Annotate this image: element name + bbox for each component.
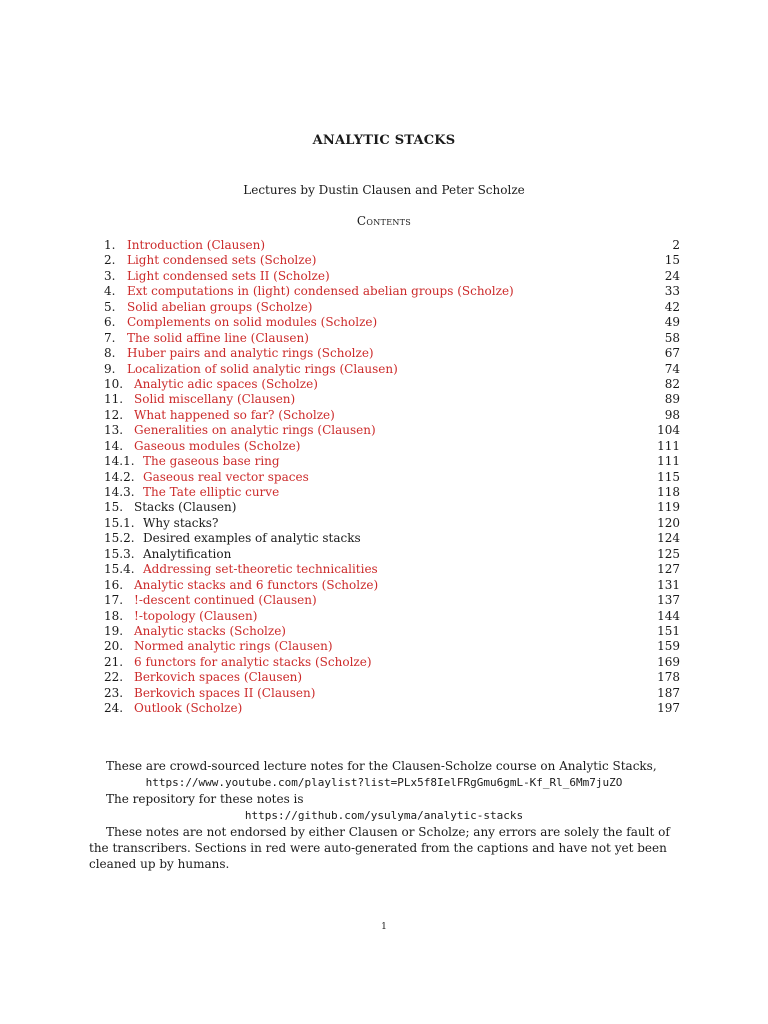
toc-entry-title[interactable]: Desired examples of analytic stacks: [143, 531, 361, 546]
toc-entry-number: 14.1.: [104, 454, 135, 469]
toc-entry-page: 144: [657, 608, 680, 623]
toc-entry-title[interactable]: The Tate elliptic curve: [143, 485, 280, 499]
toc-entry-number: 14.2.: [104, 469, 135, 484]
toc-entry-number: 17.: [104, 593, 124, 608]
youtube-playlist-link[interactable]: https://www.youtube.com/playlist?list=PLx5f8IelFRgGmu6gmL-Kf_Rl_6Mm7juZO: [145, 776, 623, 789]
document-subtitle: Lectures by Dustin Clausen and Peter Scholze: [243, 183, 525, 197]
toc-entry-title[interactable]: Stacks (Clausen): [134, 500, 237, 515]
toc-entry-page: 137: [657, 593, 680, 608]
toc-entry-page: 42: [664, 299, 680, 314]
toc-entry[interactable]: [104, 454, 680, 469]
toc-entry-number: 15.1.: [104, 515, 135, 530]
toc-entry-page: 49: [664, 315, 680, 330]
toc-entry-number: 14.3.: [104, 485, 135, 499]
toc-entry-title[interactable]: Huber pairs and analytic rings (Scholze): [127, 346, 374, 361]
toc-entry-page: 15: [664, 253, 680, 268]
toc-entry-number: 15.2.: [104, 531, 135, 546]
contents-heading: Contents: [356, 214, 412, 228]
toc-entry-title[interactable]: Complements on solid modules (Scholze): [127, 315, 378, 330]
toc-entry[interactable]: [104, 346, 680, 361]
toc-entry-page: 104: [657, 423, 680, 438]
toc-entry-number: 3.: [104, 268, 116, 283]
toc-entry-number: 1.: [104, 238, 116, 252]
toc-entry-title[interactable]: Solid miscellany (Clausen): [134, 392, 296, 407]
toc-entry[interactable]: [104, 423, 680, 438]
toc-entry-title[interactable]: Localization of solid analytic rings (Clausen): [127, 361, 398, 376]
toc-entry-title[interactable]: !-topology (Clausen): [134, 608, 258, 623]
toc-entry-page: 187: [657, 685, 680, 700]
toc-entry[interactable]: [104, 593, 680, 608]
toc-entry-page: 67: [664, 346, 680, 361]
toc-entry-page: 197: [657, 701, 680, 716]
toc-entry-title[interactable]: Gaseous real vector spaces: [143, 469, 309, 484]
toc-entry-page: 98: [664, 407, 680, 422]
toc-entry-title[interactable]: The gaseous base ring: [143, 454, 280, 469]
toc-entry-number: 15.4.: [104, 562, 135, 577]
toc-entry-number: 15.: [104, 500, 124, 515]
toc-entry[interactable]: [104, 562, 680, 577]
toc-entry-page: 178: [657, 670, 680, 685]
notes-section: [89, 758, 679, 872]
toc-entry-title[interactable]: Outlook (Scholze): [134, 701, 243, 716]
toc-entry-page: 125: [657, 546, 680, 561]
toc-entry[interactable]: [104, 408, 680, 423]
toc-entry-number: 7.: [104, 330, 116, 345]
toc-entry-page: 111: [657, 454, 680, 469]
toc-entry-page: 118: [657, 485, 680, 499]
toc-entry[interactable]: [104, 439, 680, 454]
toc-entry-page: 111: [657, 438, 680, 453]
toc-entry[interactable]: [104, 315, 680, 330]
toc-entry-number: 23.: [104, 685, 124, 700]
toc-entry-title[interactable]: Solid abelian groups (Scholze): [127, 299, 313, 314]
toc-entry-number: 8.: [104, 346, 116, 361]
table-of-contents: [104, 238, 680, 717]
toc-entry[interactable]: [104, 331, 680, 346]
toc-entry[interactable]: [104, 639, 680, 654]
toc-entry-page: 127: [657, 562, 680, 577]
toc-entry[interactable]: [104, 269, 680, 284]
toc-entry-number: 22.: [104, 670, 124, 685]
toc-entry-title[interactable]: Light condensed sets (Scholze): [127, 253, 317, 268]
toc-entry[interactable]: [104, 300, 680, 315]
toc-entry-title[interactable]: What happened so far? (Scholze): [134, 407, 335, 422]
toc-entry-title[interactable]: 6 functors for analytic stacks (Scholze): [134, 654, 372, 669]
toc-entry-page: 151: [657, 623, 680, 638]
toc-entry[interactable]: [104, 609, 680, 624]
toc-entry[interactable]: [104, 470, 680, 485]
notes-intro-paragraph: These are crowd-sourced lecture notes for the Clausen-Scholze course on Analytic Stacks,: [106, 759, 657, 773]
toc-entry-title[interactable]: !-descent continued (Clausen): [134, 593, 317, 608]
repository-paragraph: The repository for these notes is: [106, 792, 304, 806]
toc-entry[interactable]: [104, 686, 680, 701]
toc-entry-page: 2: [672, 238, 680, 252]
disclaimer-paragraph: These notes are not endorsed by either Clausen or Scholze; any errors are solely the fault of the transcribers. Sections in red were auto-generated from the captions and have not yet been cleaned up by humans.: [89, 825, 670, 871]
toc-entry-title[interactable]: The solid affine line (Clausen): [127, 330, 309, 345]
page-number: 1: [381, 922, 387, 932]
toc-entry-title[interactable]: Berkovich spaces II (Clausen): [134, 685, 316, 700]
toc-entry[interactable]: [104, 485, 680, 500]
toc-entry[interactable]: [104, 670, 680, 685]
toc-entry-number: 16.: [104, 577, 124, 592]
toc-entry-title[interactable]: Addressing set-theoretic technicalities: [143, 562, 378, 577]
toc-entry-title[interactable]: Analytic adic spaces (Scholze): [134, 376, 318, 391]
toc-entry-page: 82: [664, 376, 680, 391]
toc-entry[interactable]: [104, 377, 680, 392]
toc-entry[interactable]: [104, 701, 680, 716]
toc-entry[interactable]: [104, 284, 680, 299]
toc-entry-title[interactable]: Gaseous modules (Scholze): [134, 438, 301, 453]
toc-entry[interactable]: [104, 516, 680, 531]
toc-entry[interactable]: [104, 500, 680, 515]
toc-entry-number: 18.: [104, 608, 124, 623]
toc-entry-number: 10.: [104, 376, 124, 391]
toc-entry-number: 12.: [104, 407, 124, 422]
toc-entry-number: 15.3.: [104, 546, 135, 561]
toc-entry-page: 119: [657, 500, 680, 515]
toc-entry-page: 131: [657, 577, 680, 592]
toc-entry[interactable]: [104, 362, 680, 377]
toc-entry[interactable]: [104, 531, 680, 546]
toc-entry-number: 24.: [104, 701, 124, 716]
toc-entry-page: 169: [657, 654, 680, 669]
toc-entry-title[interactable]: Normed analytic rings (Clausen): [134, 639, 333, 654]
toc-entry-page: 115: [657, 469, 680, 484]
toc-entry-number: 4.: [104, 284, 116, 299]
toc-entry[interactable]: [104, 238, 680, 253]
toc-entry[interactable]: [104, 624, 680, 639]
toc-entry-number: 11.: [104, 392, 124, 407]
toc-entry-page: 124: [657, 531, 680, 546]
toc-entry-page: 24: [664, 268, 680, 283]
toc-entry-page: 89: [664, 392, 680, 407]
toc-entry-title[interactable]: Generalities on analytic rings (Clausen): [134, 423, 376, 438]
toc-entry-number: 2.: [104, 253, 116, 268]
toc-entry[interactable]: [104, 547, 680, 562]
toc-entry-title[interactable]: Introduction (Clausen): [127, 238, 266, 252]
toc-entry-number: 21.: [104, 654, 124, 669]
toc-entry-title[interactable]: Analytification: [143, 546, 232, 561]
toc-entry-page: 159: [657, 639, 680, 654]
toc-entry-page: 120: [657, 515, 680, 530]
toc-entry-number: 19.: [104, 623, 124, 638]
toc-entry-number: 9.: [104, 361, 116, 376]
toc-entry-number: 20.: [104, 639, 124, 654]
toc-entry-title[interactable]: Analytic stacks and 6 functors (Scholze): [134, 577, 379, 592]
toc-entry[interactable]: [104, 253, 680, 268]
document-title: ANALYTIC STACKS: [312, 133, 456, 148]
toc-entry-title[interactable]: Ext computations in (light) condensed abelian groups (Scholze): [127, 284, 514, 299]
toc-entry[interactable]: [104, 392, 680, 407]
toc-entry-title[interactable]: Light condensed sets II (Scholze): [127, 268, 330, 283]
toc-entry-title[interactable]: Berkovich spaces (Clausen): [134, 670, 303, 685]
toc-entry-title[interactable]: Why stacks?: [143, 515, 219, 530]
toc-entry-number: 14.: [104, 438, 124, 453]
toc-entry-number: 6.: [104, 315, 116, 330]
toc-entry-page: 74: [664, 361, 680, 376]
toc-entry-number: 5.: [104, 299, 116, 314]
toc-entry-title[interactable]: Analytic stacks (Scholze): [134, 623, 286, 638]
toc-entry-number: 13.: [104, 423, 124, 438]
toc-entry-page: 33: [664, 284, 680, 299]
github-repository-link[interactable]: https://github.com/ysulyma/analytic-stacks: [244, 809, 524, 822]
toc-entry[interactable]: [104, 578, 680, 593]
toc-entry-page: 58: [664, 330, 680, 345]
toc-entry[interactable]: [104, 655, 680, 670]
